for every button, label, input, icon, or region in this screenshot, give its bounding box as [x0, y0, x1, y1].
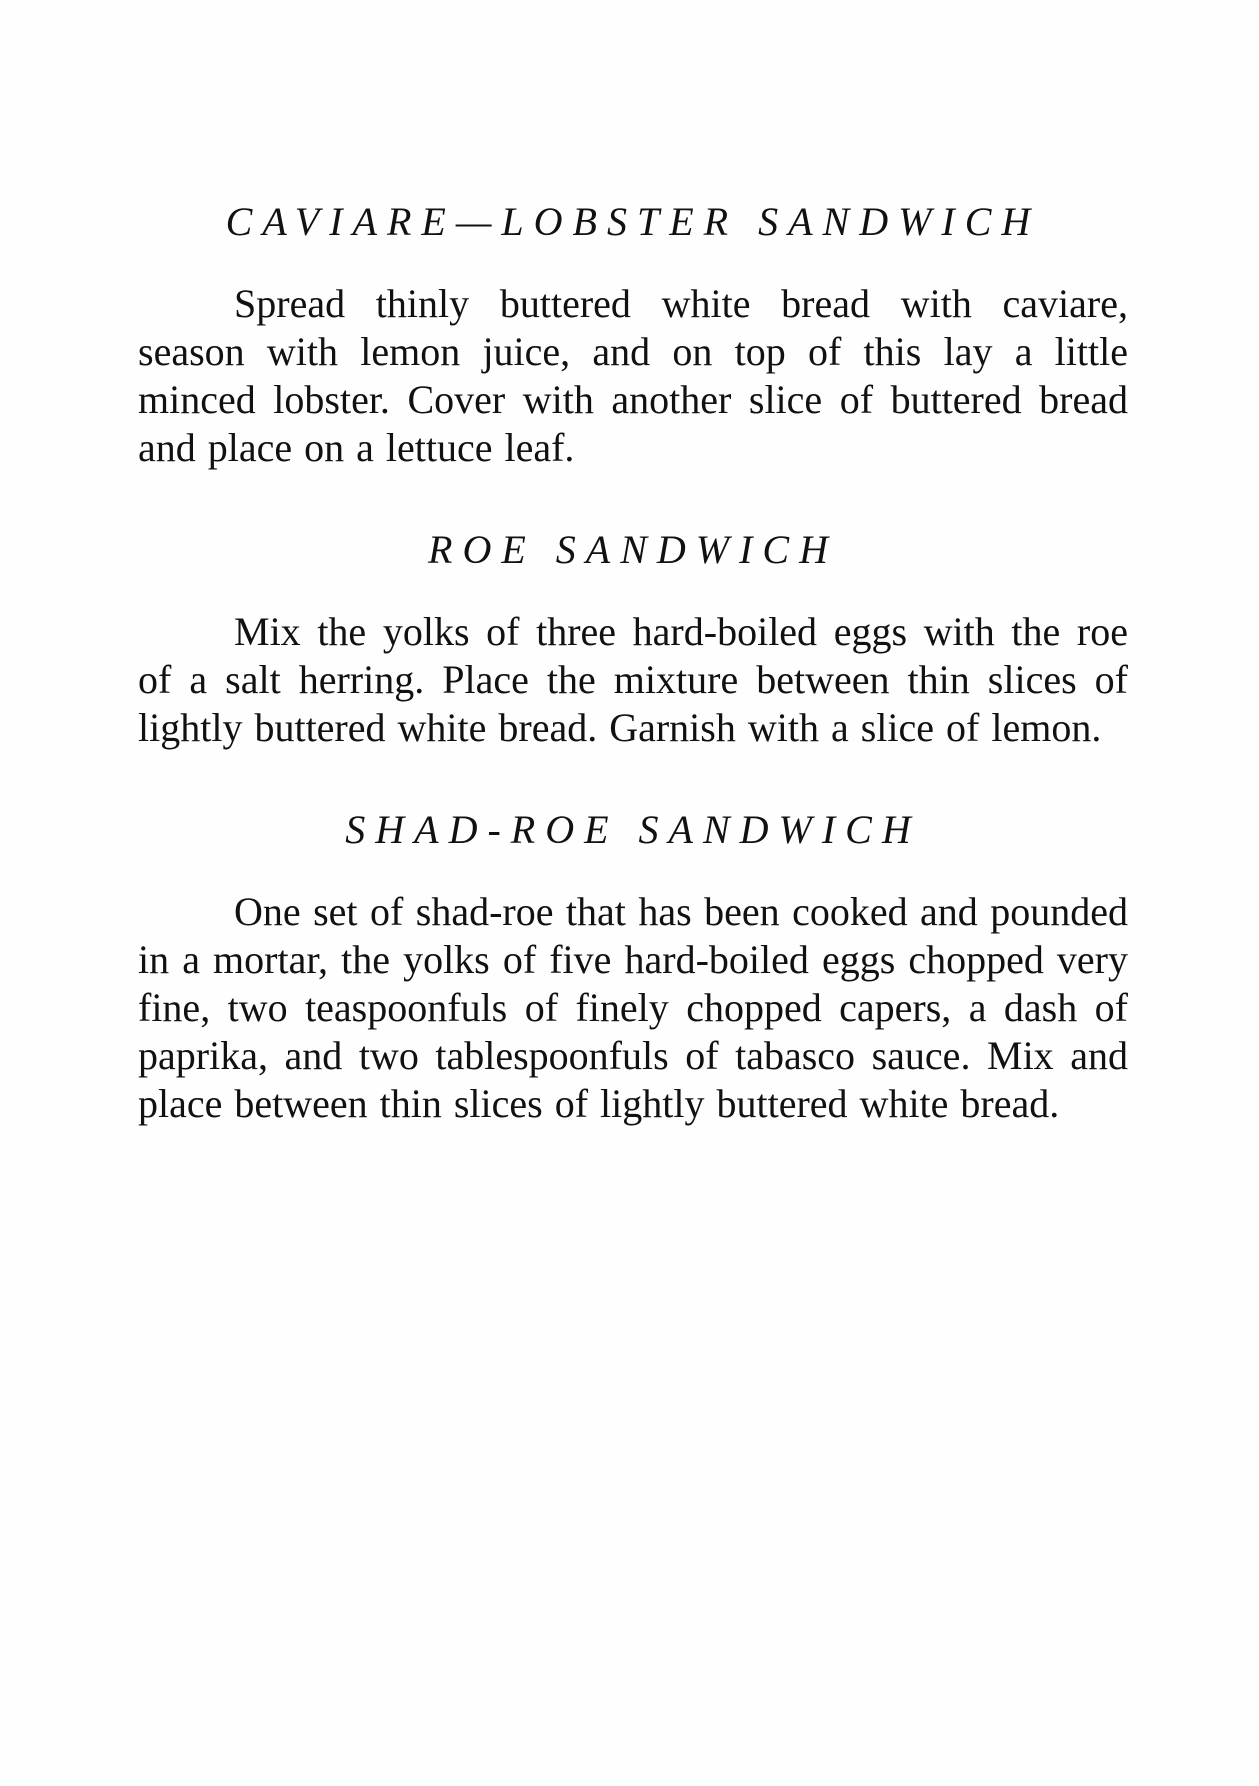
recipe-body: Spread thinly buttered white bread with caviare, season with lemon juice, and on top of this lay a little minced lobster. Cover with another slice of buttered bread and place on a lettuce leaf. — [138, 281, 1128, 470]
recipe-section — [138, 528, 1128, 752]
recipe-title: SHAD-ROE SANDWICH — [345, 807, 921, 852]
recipe-section — [138, 808, 1128, 1128]
recipe-list — [138, 200, 1128, 1184]
recipe-body: One set of shad-roe that has been cooked and pounded in a mortar, the yolks of five hard-boiled eggs chopped very fine, two teaspoonfuls of finely chopped capers, a dash of paprika, and two tablespoonfuls of tabasco sauce. Mix and place between thin slices of lightly buttered white bread. — [138, 889, 1128, 1126]
recipe-body: Mix the yolks of three hard-boiled eggs with the roe of a salt herring. Place the mixture between thin slices of lightly buttered white bread. Garnish with a slice of lemon. — [138, 609, 1128, 750]
recipe-section — [138, 200, 1128, 472]
recipe-title: CAVIARE—LOBSTER SANDWICH — [225, 199, 1041, 244]
recipe-title: ROE SANDWICH — [428, 527, 838, 572]
